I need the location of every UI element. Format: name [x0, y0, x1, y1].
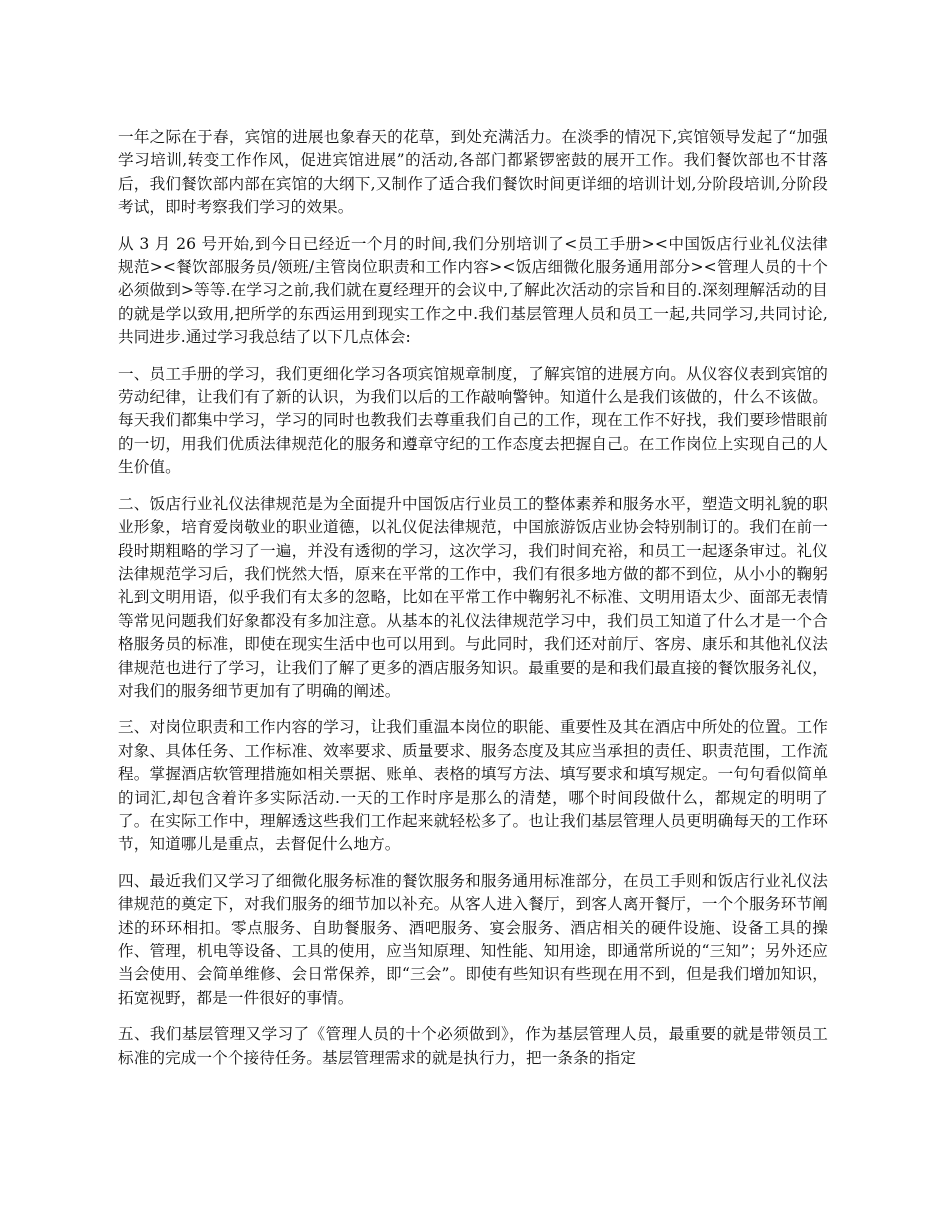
- paragraph-point-3: 三、对岗位职责和工作内容的学习，让我们重温本岗位的职能、重要性及其在酒店中所处的位置。工作对象、具体任务、工作标准、效率要求、质量要求、服务态度及其应当承担的责任、职责范围，工作流程。掌握酒店软管理措施如相关票据、账单、表格的填写方法、填写要求和填写规定。一句句看似简单的词汇,却包含着许多实际活动.一天的工作时序是那么的清楚，哪个时间段做什么，都规定的明明了了。在实际工作中，理解透这些我们工作起来就轻松多了。也让我们基层管理人员更明确每天的工作环节，知道哪儿是重点，去督促什么地方。: [118, 718, 828, 854]
- paragraph-point-1: 一、员工手册的学习，我们更细化学习各项宾馆规章制度，了解宾馆的进展方向。从仪容仪表到宾馆的劳动纪律，让我们有了新的认识，为我们以后的工作敲响警钟。知道什么是我们该做的，什么不该做。每天我们都集中学习，学习的同时也教我们去尊重我们自己的工作，现在工作不好找，我们要珍惜眼前的一切，用我们优质法律规范化的服务和遵章守纪的工作态度去把握自己。在工作岗位上实现自己的人生价值。: [118, 364, 828, 477]
- paragraph-point-2: 二、饭店行业礼仪法律规范是为全面提升中国饭店行业员工的整体素养和服务水平，塑造文明礼貌的职业形象，培育爱岗敬业的职业道德，以礼仪促法律规范，中国旅游饭店业协会特别制订的。我们在前一段时期粗略的学习了一遍，并没有透彻的学习，这次学习，我们时间充裕，和员工一起逐条审过。礼仪法律规范学习后，我们恍然大悟，原来在平常的工作中，我们有很多地方做的都不到位，从小小的鞠躬礼到文明用语，似乎我们有太多的忽略，比如在平常工作中鞠躬礼不标准、文明用语太少、面部无表情等常见问题我们好象都没有多加注意。从基本的礼仪法律规范学习中，我们员工知道了什么才是一个合格服务员的标准，即使在现实生活中也可以用到。与此同时，我们还对前厅、客房、康乐和其他礼仪法律规范也进行了学习，让我们了解了更多的酒店服务知识。最重要的是和我们最直接的餐饮服务礼仪，对我们的服务细节更加有了明确的阐述。: [118, 494, 828, 700]
- paragraph-training-overview: 从 3 月 26 号开始,到今日已经近一个月的时间,我们分别培训了<员工手册><中国饭店行业礼仪法律规范><餐饮部服务员/领班/主管岗位职责和工作内容><饭店细微化服务通用部分><管理人员的十个必须做到>等等.在学习之前,我们就在夏经理开的会议中,了解此次活动的宗旨和目的.深刻理解活动的目的就是学以致用,把所学的东西运用到现实工作之中.我们基层管理人员和员工一起,共同学习,共同讨论,共同进步.通过学习我总结了以下几点体会:: [118, 234, 828, 347]
- paragraph-point-4: 四、最近我们又学习了细微化服务标准的餐饮服务和服务通用标准部分，在员工手则和饭店行业礼仪法律规范的奠定下，对我们服务的细节加以补充。从客人进入餐厅，到客人离开餐厅，一个个服务环节阐述的环环相扣。零点服务、自助餐服务、酒吧服务、宴会服务、酒店相关的硬件设施、设备工具的操作、管理，机电等设备、工具的使用，应当知原理、知性能、知用途，即通常所说的“三知”；另外还应当会使用、会简单维修、会日常保养，即“三会”。即使有些知识有些现在用不到，但是我们增加知识，拓宽视野，都是一件很好的事情。: [118, 871, 828, 1007]
- paragraph-intro: 一年之际在于春，宾馆的进展也象春天的花草，到处充满活力。在淡季的情况下,宾馆领导发起了“加强学习培训,转变工作作风，促进宾馆进展”的活动,各部门都紧锣密鼓的展开工作。我们餐饮部也不甘落后，我们餐饮部内部在宾馆的大纲下,又制作了适合我们餐饮时间更详细的培训计划,分阶段培训,分阶段考试，即时考察我们学习的效果。: [118, 128, 828, 217]
- document-page: [118, 126, 828, 1083]
- paragraph-point-5: 五、我们基层管理又学习了《管理人员的十个必须做到》，作为基层管理人员，最重要的就是带领员工标准的完成一个个接待任务。基层管理需求的就是执行力，把一条条的指定: [118, 1025, 828, 1067]
